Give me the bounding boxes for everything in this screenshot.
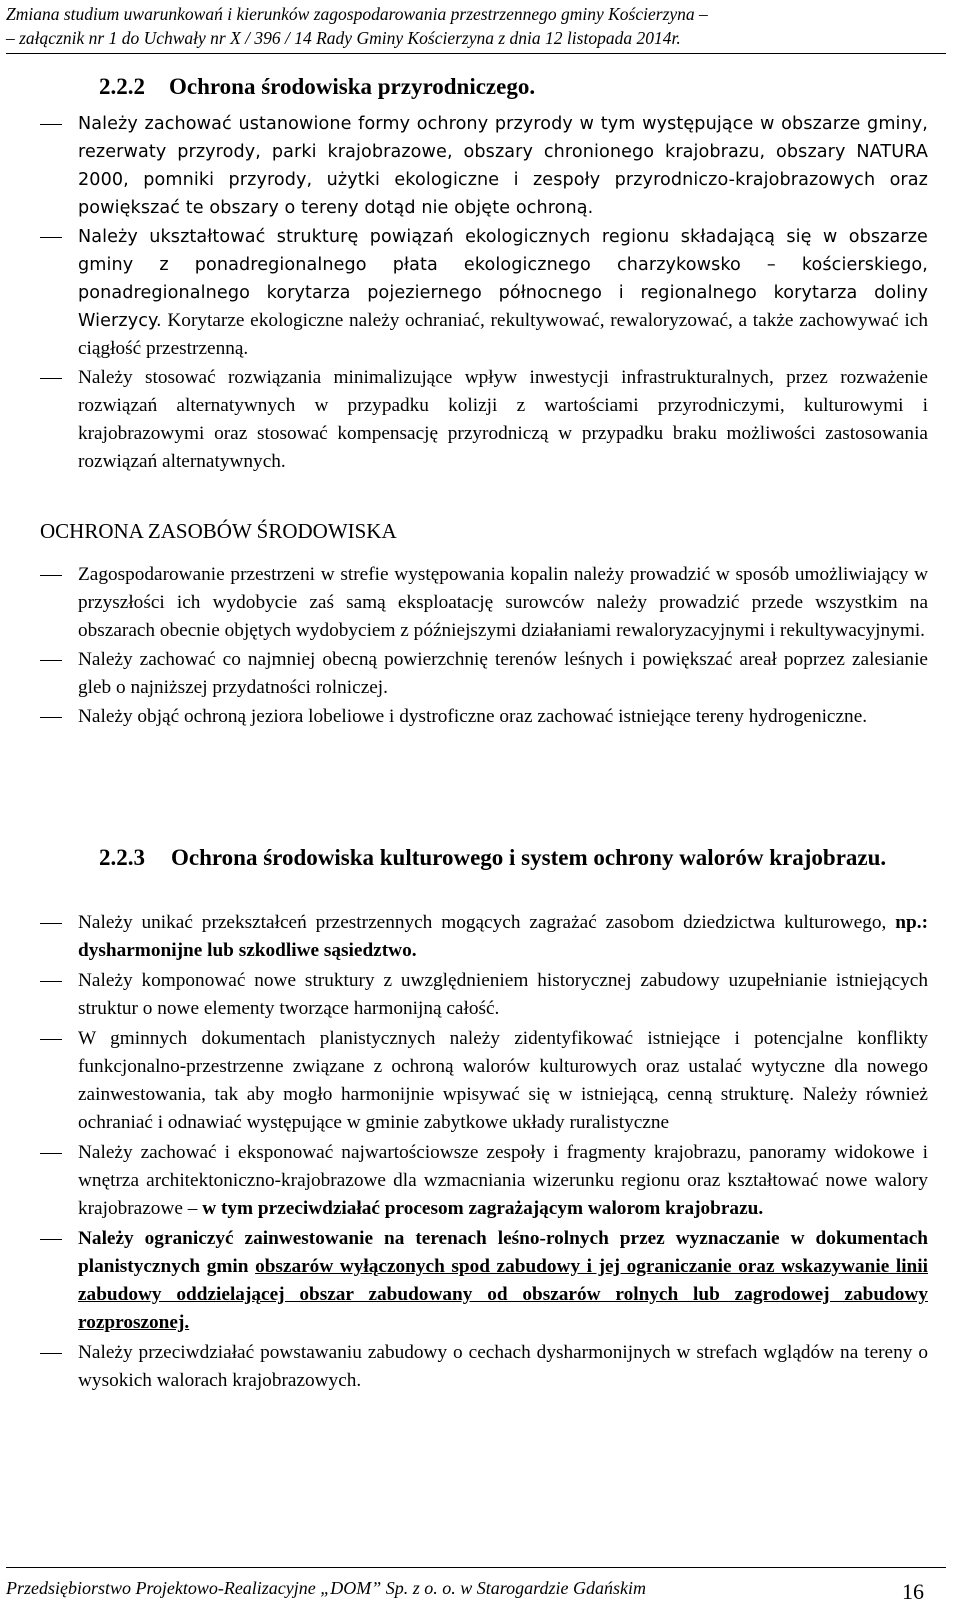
- list-item-text: Należy zachować co najmniej obecną powierzchnię terenów leśnych i powiększać areał poprzez zalesianie gleb o najniższej przydatności rolniczej.: [78, 649, 928, 698]
- list-item: [40, 1339, 928, 1395]
- list-item-text: Należy przeciwdziałać powstawaniu zabudowy o cechach dysharmonijnych w strefach wglądów na tereny o wysokich walorach krajobrazowych.: [78, 1342, 928, 1391]
- list-item-text: Należy zachować ustanowione formy ochrony przyrody w tym występujące w obszarze gminy, rezerwaty przyrody, parki krajobrazowe, obszary chronionego krajobrazu, obszary NATURA 2000, pomniki przyrody, użytki ekologiczne i zespoły przyrodniczo-krajobrazowych oraz powiększać te obszary o tereny dotąd nie objęte ochroną.: [78, 114, 928, 218]
- header-line-2: – załącznik nr 1 do Uchwały nr X / 396 / 14 Rady Gminy Kościerzyna z dnia 12 listopada 2014r.: [6, 28, 681, 48]
- list-item: [40, 646, 928, 702]
- list-item-bold-text: Należy ograniczyć zainwestowanie na terenach leśno-rolnych przez wyznaczanie w dokumentach planistycznych gmin: [78, 1228, 928, 1277]
- list-item-text: Należy stosować rozwiązania minimalizujące wpływ inwestycji infrastrukturalnych, przez rozważenie rozwiązań alternatywnych w przypadku kolizji z wartościami przyrodniczymi, kulturowymi i krajobrazowymi oraz stosować kompensację przyrodniczą w przypadku braku możliwości zastosowania rozwiązań alternatywnych.: [78, 367, 928, 472]
- list-item: [40, 561, 928, 645]
- section-2-2-2-list: [40, 110, 928, 476]
- section-title: Ochrona środowiska kulturowego i system ochrony walorów krajobrazu.: [171, 845, 887, 870]
- list-item-text: W gminnych dokumentach planistycznych należy zidentyfikować istniejące i potencjalne konflikty funkcjonalno-przestrzenne związane z ochroną walorów kulturowych oraz ustalać wytyczne dla nowego zainwestowania, tak aby mogło harmonijnie wpisywać się w istniejącą, cenną strukturę. Należy również ochraniać i odnawiać występujące w gminie zabytkowe układy ruralistyczne: [78, 1028, 928, 1133]
- dash-bullet-icon: [40, 981, 62, 982]
- list-item: [40, 364, 928, 476]
- footer-company: Przedsiębiorstwo Projektowo-Realizacyjne „DOM” Sp. z o. o. w Starogardzie Gdańskim: [6, 1578, 646, 1598]
- list-item-text: Należy ukształtować strukturę powiązań ekologicznych regionu składającą się w obszarze gminy z ponadregionalnego płata ekologicznego charzykowsko – kościerskiego, ponadregionalnego korytarza pojeziernego północnego i regionalnego korytarza doliny Wierzycy. Korytarze ekologiczne należy ochraniać, rekultywować, rewaloryzować, a także zachowywać ich ciągłość przestrzenną.: [78, 227, 928, 359]
- dash-bullet-icon: [40, 1239, 62, 1240]
- zasoby-list: [40, 561, 928, 731]
- section-number: 2.2.3: [99, 845, 145, 870]
- list-item-text: Należy komponować nowe struktury z uwzględnieniem historycznej zabudowy uzupełnianie istniejących struktur o nowe elementy tworzące harmonijną całość.: [78, 970, 928, 1019]
- header-line-1: Zmiana studium uwarunkowań i kierunków zagospodarowania przestrzennego gminy Kościerzyna –: [6, 4, 708, 24]
- list-item-bold-text: w tym przeciwdziałać procesom zagrażającym walorom krajobrazu.: [202, 1198, 764, 1219]
- list-item: [40, 110, 928, 222]
- list-item-underlined-text: obszarów wyłączonych spod zabudowy i jej ograniczanie oraz wskazywanie linii zabudowy oddzielającej obszar zabudowany od obszarów rolnych lub zagrodowej zabudowy rozproszonej.: [78, 1256, 928, 1333]
- list-item-text-sans: Należy ukształtować strukturę powiązań ekologicznych regionu składającą się w obszarze gminy z ponadregionalnego płata ekologicznego charzykowsko – kościerskiego, ponadregionalnego korytarza pojeziernego północnego i regionalnego korytarza doliny Wierzycy.: [78, 227, 928, 331]
- dash-bullet-icon: [40, 660, 62, 661]
- list-item: [40, 1225, 928, 1337]
- list-item: [40, 223, 928, 363]
- page-header: [6, 2, 946, 54]
- page-footer: [6, 1567, 946, 1604]
- list-item-text: Należy unikać przekształceń przestrzennych mogących zagrażać zasobom dziedzictwa kulturowego,: [78, 912, 896, 933]
- page-number: 16: [902, 1579, 924, 1604]
- dash-bullet-icon: [40, 237, 62, 238]
- section-number: 2.2.2: [99, 74, 145, 99]
- dash-bullet-icon: [40, 378, 62, 379]
- list-item-text: Należy zachować i eksponować najwartościowsze zespoły i fragmenty krajobrazu, panoramy widokowe i wnętrza architektoniczno-krajobrazowe dla wzmacniania wizerunku regionu oraz kształtować nowe walory krajobrazowe –: [78, 1142, 928, 1219]
- section-2-2-2-heading: [99, 72, 535, 101]
- list-item: [40, 1025, 928, 1137]
- list-item-bold-text: np.: dysharmonijne lub szkodliwe sąsiedztwo.: [78, 912, 928, 961]
- list-item: [40, 703, 928, 731]
- section-2-2-3-list: [40, 909, 928, 1395]
- section-2-2-3-heading: [99, 843, 929, 872]
- list-item-text: Zagospodarowanie przestrzeni w strefie występowania kopalin należy prowadzić w sposób umożliwiający w przyszłości ich wydobycie zaś samą eksploatację surowców należy prowadzić przede wszystkim na obszarach obecnie objętych wydobyciem z późniejszymi działaniami rewaloryzacyjnymi i rekultywacyjnymi.: [78, 564, 928, 641]
- dash-bullet-icon: [40, 1039, 62, 1040]
- dash-bullet-icon: [40, 124, 62, 125]
- section-title: Ochrona środowiska przyrodniczego.: [169, 74, 536, 99]
- dash-bullet-icon: [40, 1353, 62, 1354]
- dash-bullet-icon: [40, 575, 62, 576]
- list-item-text: Należy objąć ochroną jeziora lobeliowe i dystroficzne oraz zachować istniejące tereny hydrogeniczne.: [78, 706, 868, 727]
- dash-bullet-icon: [40, 923, 62, 924]
- dash-bullet-icon: [40, 717, 62, 718]
- zasoby-heading: OCHRONA ZASOBÓW ŚRODOWISKA: [40, 519, 397, 543]
- dash-bullet-icon: [40, 1153, 62, 1154]
- list-item: [40, 909, 928, 965]
- list-item: [40, 1139, 928, 1223]
- list-item: [40, 967, 928, 1023]
